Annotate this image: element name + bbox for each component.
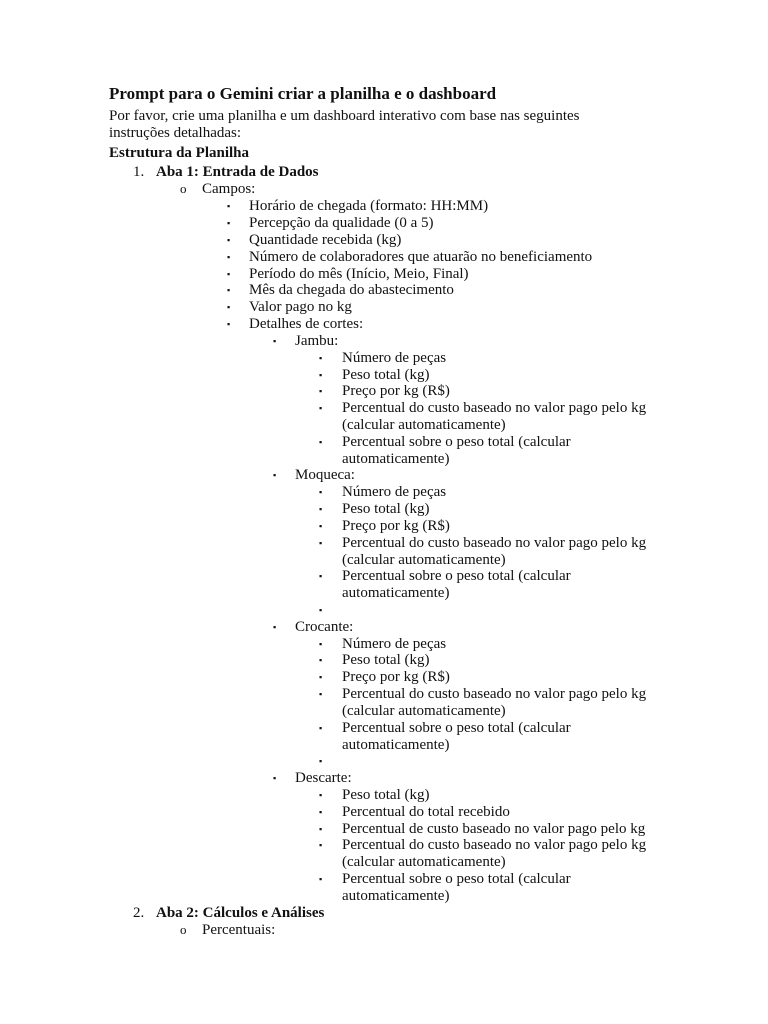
- square-bullet: ▪: [319, 571, 323, 581]
- square-bullet: ▪: [273, 622, 277, 632]
- square-bullet: ▪: [319, 824, 323, 834]
- square-bullet: ▪: [319, 538, 323, 548]
- corte-item: Peso total (kg): [342, 367, 430, 383]
- corte-item-cont: (calcular automaticamente): [342, 417, 506, 433]
- corte-item: Preço por kg (R$): [342, 518, 450, 534]
- aba1-title: Aba 1: Entrada de Dados: [156, 164, 319, 180]
- square-bullet: ▪: [227, 302, 231, 312]
- list-number-2: 2.: [133, 905, 145, 921]
- square-bullet: ▪: [227, 252, 231, 262]
- section-heading: Estrutura da Planilha: [109, 145, 250, 161]
- corte-item: Percentual sobre o peso total (calcular: [342, 434, 571, 450]
- corte-item-cont: automaticamente): [342, 888, 450, 904]
- circle-bullet: o: [180, 181, 187, 196]
- campo-item: Detalhes de cortes:: [249, 316, 364, 332]
- percentuais-label: Percentuais:: [202, 922, 276, 938]
- corte-crocante-label: Crocante:: [295, 619, 354, 635]
- square-bullet: ▪: [273, 336, 277, 346]
- square-bullet: ▪: [319, 353, 323, 363]
- corte-item: Percentual sobre o peso total (calcular: [342, 720, 571, 736]
- square-bullet: ▪: [273, 773, 277, 783]
- aba2-title: Aba 2: Cálculos e Análises: [156, 905, 325, 921]
- corte-item: Número de peças: [342, 636, 447, 652]
- corte-item: Percentual do custo baseado no valor pago pelo kg: [342, 400, 647, 416]
- corte-item: Peso total (kg): [342, 787, 430, 803]
- corte-item-cont: (calcular automaticamente): [342, 703, 506, 719]
- corte-moqueca-label: Moqueca:: [295, 467, 355, 483]
- corte-jambu-label: Jambu:: [295, 333, 339, 349]
- square-bullet: ▪: [227, 235, 231, 245]
- square-bullet: ▪: [319, 689, 323, 699]
- square-bullet-empty: ▪: [319, 605, 323, 615]
- campo-item: Mês da chegada do abastecimento: [249, 282, 454, 298]
- campo-item: Horário de chegada (formato: HH:MM): [249, 198, 489, 214]
- square-bullet: ▪: [319, 504, 323, 514]
- corte-item: Percentual de custo baseado no valor pago pelo kg: [342, 821, 646, 837]
- corte-item-cont: automaticamente): [342, 737, 450, 753]
- square-bullet: ▪: [319, 672, 323, 682]
- corte-item-cont: automaticamente): [342, 585, 450, 601]
- corte-item: Número de peças: [342, 484, 447, 500]
- circle-bullet: o: [180, 922, 187, 937]
- corte-item: Percentual sobre o peso total (calcular: [342, 568, 571, 584]
- square-bullet: ▪: [319, 874, 323, 884]
- corte-descarte-label: Descarte:: [295, 770, 352, 786]
- square-bullet: ▪: [319, 386, 323, 396]
- corte-item: Percentual do custo baseado no valor pago pelo kg: [342, 837, 647, 853]
- square-bullet: ▪: [319, 807, 323, 817]
- square-bullet: ▪: [319, 790, 323, 800]
- square-bullet: ▪: [319, 639, 323, 649]
- corte-item-cont: (calcular automaticamente): [342, 854, 506, 870]
- square-bullet: ▪: [227, 319, 231, 329]
- campo-item: Valor pago no kg: [249, 299, 352, 315]
- square-bullet: ▪: [227, 218, 231, 228]
- square-bullet: ▪: [319, 437, 323, 447]
- square-bullet-empty: ▪: [319, 756, 323, 766]
- campo-item: Quantidade recebida (kg): [249, 232, 402, 248]
- square-bullet: ▪: [227, 285, 231, 295]
- campos-label: Campos:: [202, 181, 256, 197]
- corte-item: Percentual do total recebido: [342, 804, 510, 820]
- square-bullet: ▪: [319, 723, 323, 733]
- corte-item: Percentual do custo baseado no valor pago pelo kg: [342, 535, 647, 551]
- corte-item-cont: (calcular automaticamente): [342, 552, 506, 568]
- corte-item: Peso total (kg): [342, 501, 430, 517]
- campo-item: Período do mês (Início, Meio, Final): [249, 266, 469, 282]
- corte-item: Preço por kg (R$): [342, 669, 450, 685]
- square-bullet: ▪: [319, 521, 323, 531]
- corte-item: Peso total (kg): [342, 652, 430, 668]
- square-bullet: ▪: [319, 487, 323, 497]
- intro-line-1: Por favor, crie uma planilha e um dashboard interativo com base nas seguintes: [109, 108, 580, 124]
- square-bullet: ▪: [227, 201, 231, 211]
- square-bullet: ▪: [319, 370, 323, 380]
- page-title: Prompt para o Gemini criar a planilha e o dashboard: [109, 84, 497, 103]
- corte-item: Número de peças: [342, 350, 447, 366]
- campo-item: Percepção da qualidade (0 a 5): [249, 215, 434, 231]
- corte-item: Percentual do custo baseado no valor pago pelo kg: [342, 686, 647, 702]
- campo-item: Número de colaboradores que atuarão no beneficiamento: [249, 249, 593, 265]
- square-bullet: ▪: [319, 655, 323, 665]
- square-bullet: ▪: [227, 269, 231, 279]
- corte-item: Preço por kg (R$): [342, 383, 450, 399]
- square-bullet: ▪: [273, 470, 277, 480]
- intro-line-2: instruções detalhadas:: [109, 125, 242, 141]
- list-number-1: 1.: [133, 164, 145, 180]
- corte-item-cont: automaticamente): [342, 451, 450, 467]
- square-bullet: ▪: [319, 403, 323, 413]
- corte-item: Percentual sobre o peso total (calcular: [342, 871, 571, 887]
- square-bullet: ▪: [319, 840, 323, 850]
